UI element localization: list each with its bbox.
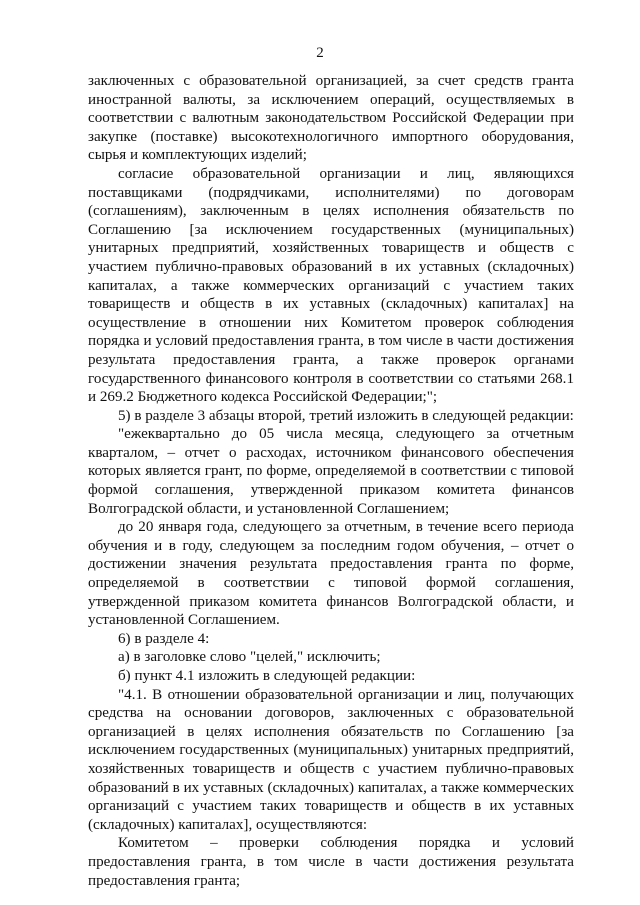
paragraph-clause-4-1: "4.1. В отношении образовательной организации и лиц, получающих средства на основании договоров, заключенных с образовательной организацией в целях исполнения обязательств по Соглашению [за исключением государственных (муниципальных) унитарных предприятий, хозяйственных товариществ и обществ с участием публично-правовых образований в их уставных (складочных) капиталах, а также коммерческих организаций с участием таких товариществ и обществ в их уставных (складочных) капиталах], осуществляются: [88, 686, 574, 833]
paragraph-item-6a: а) в заголовке слово "целей," исключить; [118, 649, 381, 666]
paragraph-annual-report: до 20 января года, следующего за отчетным, в течение всего периода обучения и в году, следующем за последним годом обучения, – отчет о достижении значения результата предоставления гранта по форме, определяемой в соответствии с типовой формой соглашения, утвержденной приказом комитета финансов Волгоградской области, и установленной Соглашением. [88, 519, 574, 629]
paragraph-item-6: 6) в разделе 4: [118, 630, 210, 647]
paragraph-continuation: заключенных с образовательной организацией, за счет средств гранта иностранной валюты, за исключением операций, осуществляемых в соответствии с валютным законодательством Российской Федерации при закупке (поставке) высокотехнологичного импортного оборудования, сырья и комплектующих изделий; [88, 73, 574, 164]
paragraph-item-5: 5) в разделе 3 абзацы второй, третий изложить в следующей редакции: [118, 407, 574, 424]
paragraph-committee-checks: Комитетом – проверки соблюдения порядка и условий предоставления гранта, в том числе в части достижения результата предоставления гранта; [88, 835, 574, 889]
paragraph-quarterly-report: "ежеквартально до 05 числа месяца, следующего за отчетным кварталом, – отчет о расходах, источником финансового обеспечения которых является грант, по форме, определяемой в соответствии с типовой формой соглашения, утвержденной приказом комитета финансов Волгоградской области, и установленной Соглашением; [88, 426, 574, 517]
paragraph-consent: согласие образовательной организации и лиц, являющихся поставщиками (подрядчиками, исполнителями) по договорам (соглашениям), заключенным в целях исполнения обязательств по Соглашению [за исключением государственных (муниципальных) унитарных предприятий, хозяйственных товариществ и обществ с участием публично-правовых образований в их уставных (складочных) капиталах, а также коммерческих организаций с участием таких товариществ и обществ в их уставных (складочных) капиталах] на осуществление в отношении них Комитетом проверок соблюдения порядка и условий предоставления гранта, в том числе в части достижения результата предоставления гранта, а также проверок органами государственного финансового контроля в соответствии со статьями 268.1 и 269.2 Бюджетного кодекса Российской Федерации;"; [88, 165, 574, 406]
paragraph-item-6b: б) пункт 4.1 изложить в следующей редакции: [118, 668, 416, 684]
document-body [88, 72, 574, 890]
page-number: 2 [316, 45, 324, 61]
